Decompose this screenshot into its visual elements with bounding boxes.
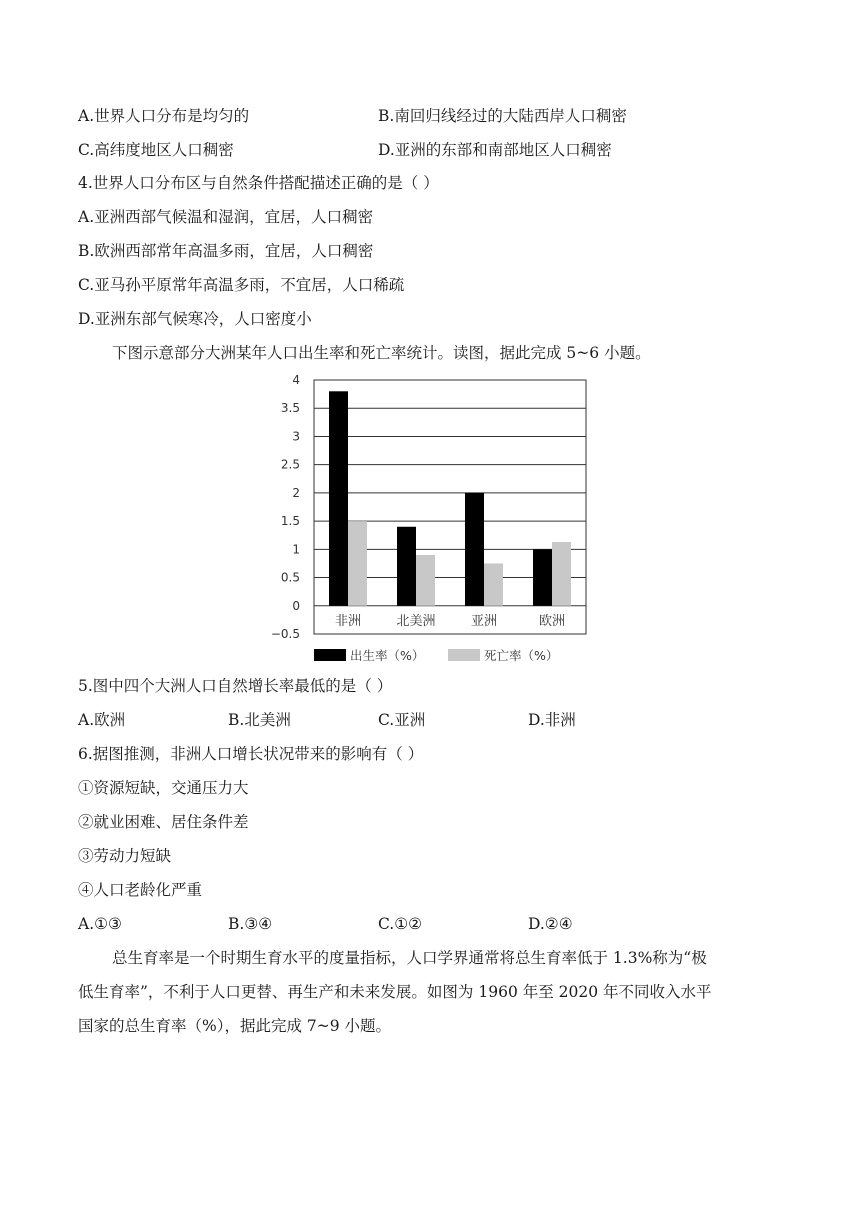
q5-option-b: B.北美洲 — [228, 711, 291, 729]
bar-death-3 — [552, 542, 571, 606]
y-tick-label: 1 — [292, 542, 300, 557]
q6-statement-1: ①资源短缺，交通压力大 — [78, 779, 249, 797]
y-tick-label: 4 — [292, 373, 300, 387]
q6-stem: 6.据图推测，非洲人口增长状况带来的影响有（ ） — [78, 745, 424, 763]
y-tick-label: 0 — [292, 598, 300, 613]
q3-option-b: B.南回归线经过的大陆西岸人口稠密 — [378, 107, 627, 125]
y-tick-label: 3.5 — [280, 401, 300, 416]
bar-birth-2 — [465, 493, 484, 606]
y-tick-label: 1.5 — [280, 514, 300, 529]
q5-stem: 5.图中四个大洲人口自然增长率最低的是（ ） — [78, 677, 393, 695]
chart-legend — [314, 648, 558, 663]
bar-birth-1 — [397, 527, 416, 606]
intro-7-9-line-1: 总生育率是一个时期生育水平的度量指标，人口学界通常将总生育率低于 1.3%称为“极 — [112, 949, 707, 967]
y-tick-label: 3 — [292, 429, 300, 444]
bar-death-2 — [484, 563, 503, 605]
q5-option-d: D.非洲 — [528, 711, 576, 729]
q6-option-b: B.③④ — [228, 915, 273, 933]
legend-swatch — [314, 649, 346, 661]
q6-statement-3: ③劳动力短缺 — [78, 847, 172, 865]
birth-death-rate-chart — [270, 370, 600, 670]
q4-option-c: C.亚马孙平原常年高温多雨，不宜居，人口稀疏 — [78, 276, 405, 294]
q6-option-a: A.①③ — [78, 915, 122, 933]
q5-option-c: C.亚洲 — [378, 711, 426, 729]
q6-option-d: D.②④ — [528, 915, 573, 933]
legend-label: 出生率（%） — [350, 648, 425, 663]
q4-option-b: B.欧洲西部常年高温多雨，宜居，人口稠密 — [78, 242, 374, 260]
bar-death-1 — [416, 555, 435, 606]
intro-7-9-line-3: 国家的总生育率（%），据此完成 7~9 小题。 — [78, 1017, 392, 1035]
chart-bars — [329, 391, 571, 605]
y-tick-label: 2 — [292, 485, 300, 500]
q3-option-c: C.高纬度地区人口稠密 — [78, 141, 234, 159]
y-tick-label: 0.5 — [280, 570, 300, 585]
q6-statement-2: ②就业困难、居住条件差 — [78, 813, 249, 831]
x-axis-categories — [335, 613, 565, 629]
q6-statement-4: ④人口老龄化严重 — [78, 881, 203, 899]
y-tick-label: −0.5 — [270, 627, 300, 641]
intro-5-6: 下图示意部分大洲某年人口出生率和死亡率统计。读图，据此完成 5~6 小题。 — [112, 344, 651, 362]
q4-option-a: A.亚洲西部气候温和湿润，宜居，人口稠密 — [78, 208, 374, 226]
x-category-label: 非洲 — [334, 613, 362, 629]
bar-birth-3 — [533, 549, 552, 605]
q4-option-d: D.亚洲东部气候寒冷，人口密度小 — [78, 310, 312, 328]
bar-birth-0 — [329, 391, 348, 605]
q4-stem: 4.世界人口分布区与自然条件搭配描述正确的是（ ） — [78, 174, 439, 192]
legend-label: 死亡率（%） — [484, 648, 559, 663]
q3-option-d: D.亚洲的东部和南部地区人口稠密 — [378, 141, 612, 159]
q3-option-a: A.世界人口分布是均匀的 — [78, 107, 250, 125]
y-tick-label: 2.5 — [280, 457, 300, 472]
x-category-label: 欧洲 — [538, 613, 566, 629]
x-category-label: 北美洲 — [396, 613, 436, 629]
legend-swatch — [448, 649, 480, 661]
intro-7-9-line-2: 低生育率”，不利于人口更替、再生产和未来发展。如图为 1960 年至 2020 年不同收入水平 — [78, 983, 712, 1001]
x-category-label: 亚洲 — [470, 613, 498, 629]
q5-option-a: A.欧洲 — [78, 711, 126, 729]
bar-death-0 — [348, 521, 367, 606]
q6-option-c: C.①② — [378, 915, 423, 933]
y-axis-ticks — [271, 373, 300, 641]
